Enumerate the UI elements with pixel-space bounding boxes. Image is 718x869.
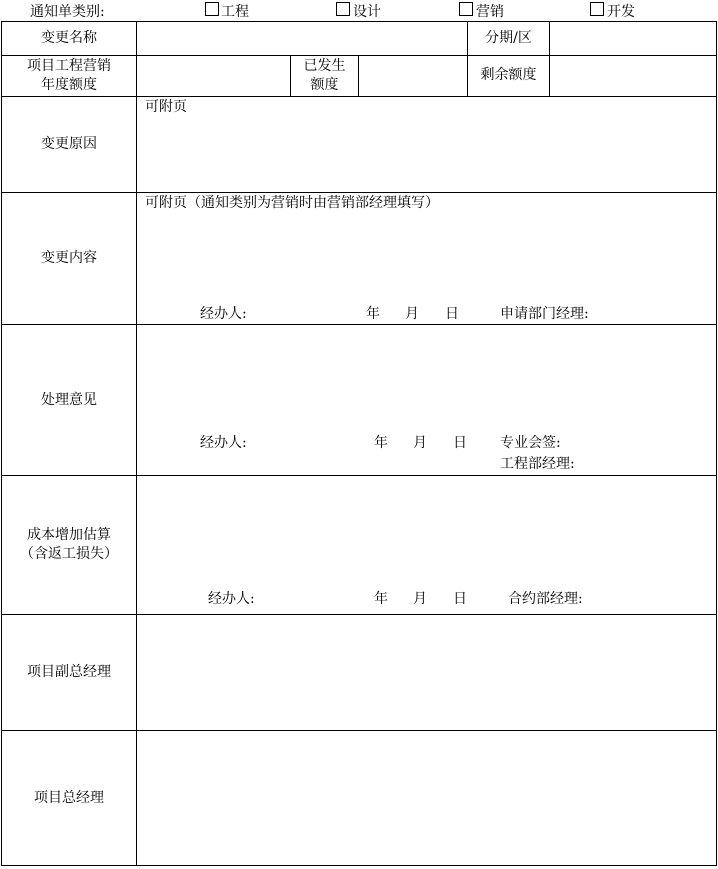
cost-year-label: 年	[374, 591, 388, 607]
row-divider-2	[1, 96, 717, 97]
option-marketing-label: 营销	[476, 4, 504, 20]
annual-quota-label-line1: 项目工程营销	[27, 58, 111, 74]
option-development-label: 开发	[607, 4, 635, 20]
checkbox-development[interactable]	[590, 2, 604, 16]
border-right	[716, 21, 717, 866]
handling-field[interactable]	[137, 326, 716, 431]
content-handler-label: 经办人:	[200, 306, 247, 322]
handling-label: 处理意见	[41, 392, 97, 408]
option-engineering-label: 工程	[221, 4, 249, 20]
cost-estimate-field[interactable]	[137, 477, 716, 585]
handling-handler-label: 经办人:	[200, 435, 247, 451]
content-day-label: 日	[445, 306, 459, 322]
reason-note: 可附页	[145, 99, 187, 115]
cost-day-label: 日	[453, 591, 467, 607]
category-label: 通知单类别:	[30, 4, 105, 20]
content-label: 变更内容	[41, 250, 97, 266]
reason-field[interactable]	[137, 116, 716, 192]
annual-quota-label-line2: 年度额度	[41, 77, 97, 93]
gm-label: 项目总经理	[34, 790, 104, 806]
handling-year-label: 年	[374, 435, 388, 451]
remaining-amount-field[interactable]	[550, 56, 716, 96]
period-label: 分期/区	[485, 30, 532, 46]
period-field[interactable]	[550, 22, 716, 55]
change-name-label: 变更名称	[41, 30, 97, 46]
deputy-gm-field[interactable]	[137, 615, 716, 730]
row-divider-4	[1, 324, 717, 325]
handling-month-label: 月	[413, 435, 427, 451]
content-note: 可附页（通知类别为营销时由营销部经理填写）	[145, 195, 439, 211]
content-month-label: 月	[405, 306, 419, 322]
row-divider-5	[1, 475, 717, 476]
handling-day-label: 日	[453, 435, 467, 451]
annual-quota-field[interactable]	[137, 56, 290, 96]
reason-label: 变更原因	[41, 136, 97, 152]
engineering-manager-label: 工程部经理:	[500, 456, 575, 472]
notice-category-header	[0, 0, 718, 20]
change-name-field[interactable]	[137, 22, 467, 55]
spent-label-line2: 额度	[310, 77, 339, 93]
deputy-gm-label: 项目副总经理	[27, 664, 111, 680]
border-bottom	[1, 865, 717, 866]
cost-estimate-label-line1: 成本增加估算	[27, 527, 111, 543]
applicant-manager-label: 申请部门经理:	[500, 306, 589, 322]
cost-month-label: 月	[413, 591, 427, 607]
countersign-label: 专业会签:	[500, 435, 561, 451]
checkbox-design[interactable]	[336, 2, 350, 16]
checkbox-marketing[interactable]	[459, 2, 473, 16]
spent-amount-field[interactable]	[359, 56, 467, 96]
gm-field[interactable]	[137, 731, 716, 865]
content-year-label: 年	[366, 306, 380, 322]
contract-manager-label: 合约部经理:	[508, 591, 583, 607]
remaining-label: 剩余额度	[480, 67, 537, 83]
spent-label-line1: 已发生	[303, 58, 346, 74]
cost-handler-label: 经办人:	[208, 591, 255, 607]
cost-estimate-label-line2: （含返工损失）	[20, 546, 118, 562]
option-design-label: 设计	[353, 4, 381, 20]
checkbox-engineering[interactable]	[205, 2, 219, 16]
content-field[interactable]	[137, 212, 716, 302]
row-divider-3	[1, 192, 717, 193]
